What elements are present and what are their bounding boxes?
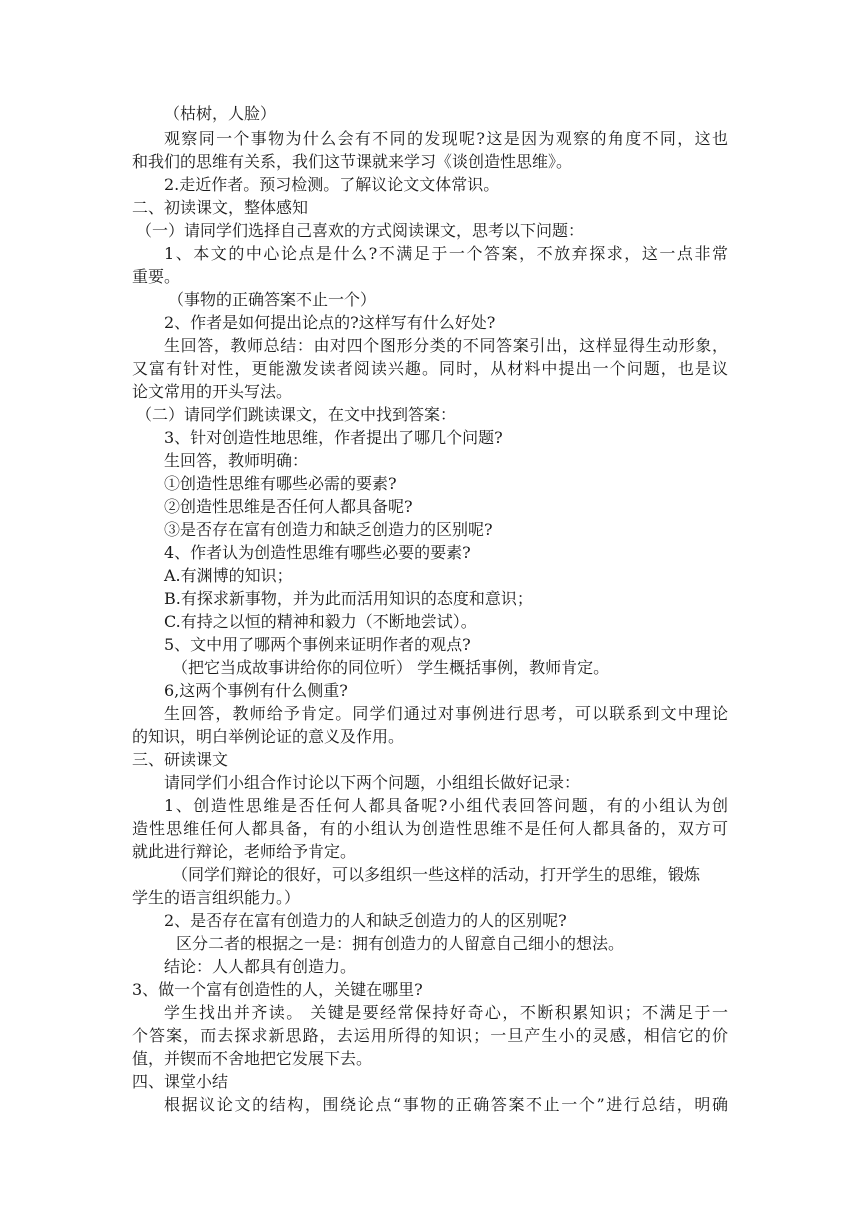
text-line: ③是否存在富有创造力和缺乏创造力的区别呢?	[164, 520, 493, 539]
text-line: （一）请同学们选择自己喜欢的方式阅读课文，思考以下问题：	[136, 221, 585, 240]
text-line: 重要。	[132, 267, 181, 286]
text-line: 请同学们小组合作讨论以下两个问题，小组组长做好记录：	[164, 773, 581, 792]
text-line: 6,这两个事例有什么侧重?	[164, 681, 348, 700]
section-heading: 四、课堂小结	[132, 1072, 229, 1091]
text-line: 又富有针对性，更能激发读者阅读兴趣。同时，从材料中提出一个问题，也是议	[132, 359, 728, 378]
text-line: 结论：人人都具有创造力。	[164, 957, 357, 976]
section-heading: 二、初读课文，整体感知	[132, 198, 309, 217]
text-line: B.有探求新事物，并为此而活用知识的态度和意识；	[164, 589, 533, 608]
text-line: A.有渊博的知识；	[164, 566, 293, 585]
text-line: 观察同一个事物为什么会有不同的发现呢?这是因为观察的角度不同，这也	[164, 129, 728, 148]
text-line: 2、是否存在富有创造力的人和缺乏创造力的人的区别呢?	[164, 911, 567, 930]
text-line: 2.走近作者。预习检测。了解议论文文体常识。	[164, 175, 500, 194]
text-line: 3、针对创造性地思维，作者提出了哪几个问题?	[164, 428, 503, 447]
text-line: 个答案，而去探求新思路，去运用所得的知识；一旦产生小的灵感，相信它的价	[132, 1026, 728, 1045]
text-line: （二）请同学们跳读课文，在文中找到答案：	[136, 405, 457, 424]
text-line: 论文常用的开头写法。	[132, 382, 293, 401]
text-line: 3、做一个富有创造性的人，关键在哪里?	[132, 980, 423, 999]
text-line: 5、文中用了哪两个事例来证明作者的观点?	[164, 635, 471, 654]
text-line: 的知识，明白举例论证的意义及作用。	[132, 727, 405, 746]
text-line: ②创造性思维是否任何人都具备呢?	[164, 497, 413, 516]
text-line: 2、作者是如何提出论点的?这样写有什么好处?	[164, 313, 496, 332]
section-heading: 三、研读课文	[132, 750, 229, 769]
text-line: 值，并锲而不舍地把它发展下去。	[132, 1049, 373, 1068]
text-line: 根据议论文的结构，围绕论点“事物的正确答案不止一个”进行总结，明确	[164, 1095, 728, 1114]
text-line: 和我们的思维有关系，我们这节课就来学习《谈创造性思维》。	[132, 152, 573, 171]
text-line: （把它当成故事讲给你的同位听） 学生概括事例，教师肯定。	[172, 658, 610, 677]
text-line: 1、本文的中心论点是什么?不满足于一个答案，不放弃探求，这一点非常	[164, 244, 728, 263]
text-line: 生回答，教师总结：由对四个图形分类的不同答案引出，这样显得生动形象，	[164, 336, 728, 355]
text-line: 学生找出并齐读。 关键是要经常保持好奇心，不断积累知识；不满足于一	[164, 1003, 728, 1022]
text-line: ①创造性思维有哪些必需的要素?	[164, 474, 397, 493]
text-line: （枯树，人脸）	[164, 104, 277, 123]
text-line: 就此进行辩论，老师给予肯定。	[132, 842, 357, 861]
text-line: 学生的语言组织能力。）	[132, 888, 301, 907]
text-line: 1、创造性思维是否任何人都具备呢?小组代表回答问题，有的小组认为创	[164, 796, 728, 815]
text-line: （同学们辩论的很好，可以多组织一些这样的活动，打开学生的思维，锻炼	[172, 865, 701, 884]
text-line: 区分二者的根据之一是：拥有创造力的人留意自己细小的想法。	[176, 934, 625, 953]
text-line: 4、作者认为创造性思维有哪些必要的要素?	[164, 543, 471, 562]
text-line: 造性思维任何人都具备，有的小组认为创造性思维不是任何人都具备的，双方可	[132, 819, 728, 838]
text-line: 生回答，教师给予肯定。同学们通过对事例进行思考，可以联系到文中理论	[164, 704, 728, 723]
text-line: 生回答，教师明确：	[164, 451, 309, 470]
text-line: （事物的正确答案不止一个）	[168, 290, 377, 309]
text-line: C.有持之以恒的精神和毅力（不断地尝试）。	[164, 612, 477, 631]
